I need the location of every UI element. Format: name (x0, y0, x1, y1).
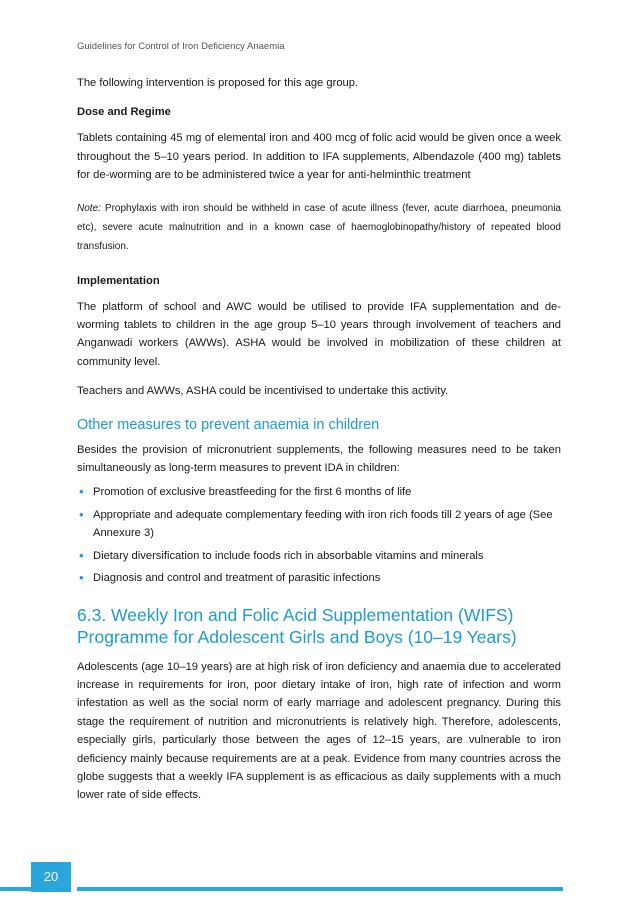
implementation-paragraph: The platform of school and AWC would be utilised to provide IFA supplementation and de-worming tablets to children in the age group 5–10 years through involvement of teachers and Anganwadi workers (AWWs). ASHA would be involved in mobilization of these children at community level. (77, 300, 561, 368)
note-label: Note: (77, 202, 101, 214)
page-number: 20 (31, 862, 71, 892)
footer-bar-right (77, 887, 563, 891)
running-header: Guidelines for Control of Iron Deficiency Anaemia (77, 41, 285, 52)
dose-paragraph: Tablets containing 45 mg of elemental iron and 400 mcg of folic acid would be given once a week throughout the 5–10 years period. In addition to IFA supplements, Albendazole (400 mg) tablets for de-worming are to be administered twice a year for anti-helminthic treatment (77, 132, 561, 182)
list-item: • Appropriate and adequate complementary feeding with iron rich foods till 2 years of age (See Annexure 3) (79, 506, 553, 540)
other-measures-intro: Besides the provision of micronutrient supplements, the following measures need to be taken simultaneously as long-term measures to prevent IDA in children: (77, 443, 561, 475)
implementation-heading: Implementation (77, 274, 160, 287)
dose-heading: Dose and Regime (77, 106, 171, 119)
list-item: • Dietary diversification to include foods rich in absorbable vitamins and minerals (77, 547, 561, 565)
section-heading (77, 604, 561, 648)
other-measures-heading: Other measures to prevent anaemia in children (77, 416, 380, 433)
bullet-icon: • (79, 506, 84, 522)
note-text: Prophylaxis with iron should be withheld in case of acute illness (fever, acute diarrhoea, pneumonia etc), severe acute malnutrition and in a known case of haemoglobinopathy/history of repeated blood transfusion. (77, 202, 561, 252)
bullet-icon: • (79, 484, 84, 500)
list-item: • Promotion of exclusive breastfeeding for the first 6 months of life (77, 483, 561, 501)
note-paragraph (77, 199, 561, 256)
section-heading-line2: Programme for Adolescent Girls and Boys (10–19 Years) (77, 626, 517, 647)
footer-bar-left (0, 887, 31, 891)
bullet-icon: • (79, 570, 84, 586)
bullet-icon: • (79, 547, 84, 563)
measures-list (77, 483, 561, 587)
list-item: • Diagnosis and control and treatment of parasitic infections (77, 569, 561, 587)
page-content (77, 74, 561, 805)
adolescents-paragraph: Adolescents (age 10–19 years) are at high risk of iron deficiency and anaemia due to accelerated increase in requirements for iron, poor dietary intake of iron, high rate of infection and worm infestation as well as the social norm of early marriage and adolescent pregnancy. During this stage the requirement of nutrition and micronutrients is relatively high. Therefore, adolescents, especially girls, particularly those between the ages of 12–15 years, are vulnerable to iron deficiency mainly because requirements are at a peak. Evidence from many countries across the globe suggests that a weekly IFA supplement is as efficacious as daily supplements with a much lower rate of side effects. (77, 660, 561, 802)
section-heading-line1: 6.3. Weekly Iron and Folic Acid Supplementation (WIFS) (77, 604, 514, 625)
incentive-paragraph: Teachers and AWWs, ASHA could be incentivised to undertake this activity. (77, 385, 449, 398)
intro-paragraph: The following intervention is proposed for this age group. (77, 77, 359, 89)
